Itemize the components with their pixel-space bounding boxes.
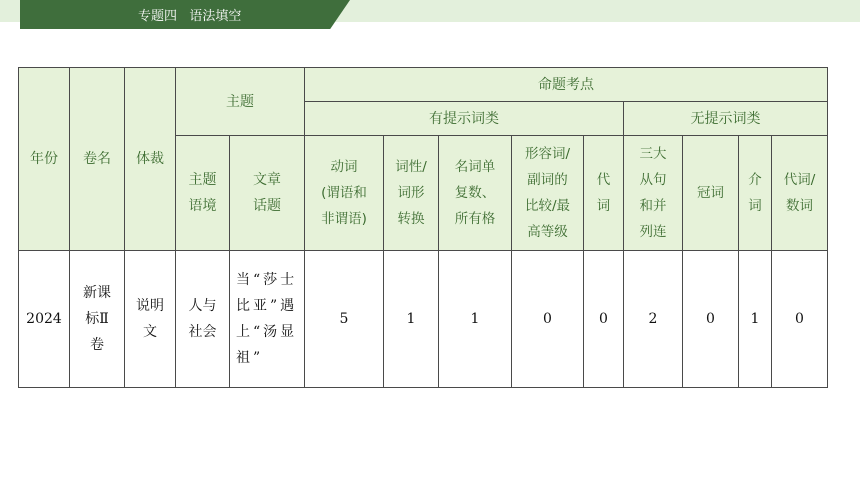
cell-year: 2024 [19, 251, 70, 388]
cell-adj-adv: 0 [512, 251, 584, 388]
header-row-1 [19, 68, 828, 102]
header-adj-adv: 形容词/ 副词的 比较/最 高等级 [512, 136, 584, 251]
header-pronoun: 代 词 [584, 136, 624, 251]
header-with-hint: 有提示词类 [305, 102, 624, 136]
header-pos-conversion: 词性/ 词形 转换 [384, 136, 439, 251]
cell-article-topic: 当“莎士 比亚”遇 上“汤显 祖” [230, 251, 305, 388]
header-theme-context: 主题 语境 [176, 136, 230, 251]
cell-clauses: 2 [624, 251, 683, 388]
cell-verb: 5 [305, 251, 384, 388]
header-without-hint: 无提示词类 [624, 102, 828, 136]
exam-points-table [18, 67, 828, 388]
section-title: 专题四 语法填空 [138, 9, 242, 24]
data-row [19, 251, 828, 388]
cell-preposition: 1 [739, 251, 772, 388]
header-theme: 主题 [176, 68, 305, 136]
header-article: 冠词 [683, 136, 739, 251]
cell-pronoun-numeral: 0 [772, 251, 828, 388]
cell-theme-context: 人与 社会 [176, 251, 230, 388]
header-clauses: 三大 从句 和并 列连 [624, 136, 683, 251]
header-paper: 卷名 [70, 68, 125, 251]
cell-pos-conversion: 1 [384, 251, 439, 388]
cell-paper: 新课 标Ⅱ 卷 [70, 251, 125, 388]
header-article-topic: 文章 话题 [230, 136, 305, 251]
cell-article: 0 [683, 251, 739, 388]
cell-genre: 说明 文 [125, 251, 176, 388]
cell-noun-plural: 1 [439, 251, 512, 388]
cell-pronoun: 0 [584, 251, 624, 388]
header-year: 年份 [19, 68, 70, 251]
header-noun-plural: 名词单 复数、 所有格 [439, 136, 512, 251]
header-pronoun-numeral: 代词/ 数词 [772, 136, 828, 251]
header-genre: 体裁 [125, 68, 176, 251]
header-preposition: 介 词 [739, 136, 772, 251]
header-verb: 动词 (谓语和 非谓语) [305, 136, 384, 251]
header-exam-points: 命题考点 [305, 68, 828, 102]
